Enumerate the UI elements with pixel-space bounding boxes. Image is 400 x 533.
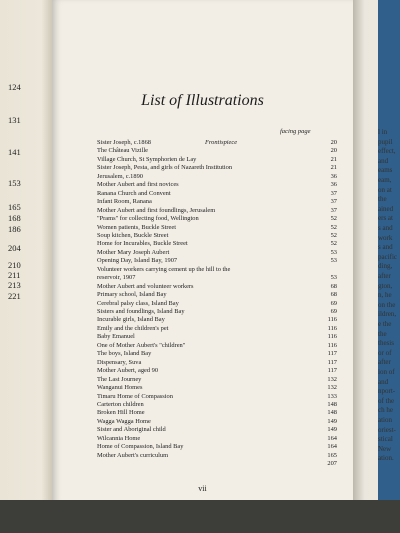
entry-page: 53 bbox=[330, 257, 337, 265]
illustration-entry bbox=[97, 224, 337, 232]
right-page-fragment: l in bbox=[378, 128, 388, 136]
entry-title: Emily and the children's pet bbox=[97, 324, 169, 332]
entry-title: reservoir, 1907 bbox=[97, 274, 136, 282]
entry-title: Sister and Aboriginal child bbox=[97, 426, 166, 434]
left-margin-number: 186 bbox=[8, 224, 21, 234]
right-page-fragment: of the bbox=[378, 396, 395, 405]
entry-title: Sister Joseph, c.1868 bbox=[97, 139, 151, 146]
entry-title: Infant Room, Ranana bbox=[97, 198, 152, 206]
entry-title: Wagga Wagga Home bbox=[97, 417, 151, 425]
entry-page: 116 bbox=[327, 341, 337, 349]
entry-title: Timaru Home of Compassion bbox=[97, 392, 173, 400]
left-margin-number: 211 bbox=[8, 270, 21, 280]
left-margin-number: 168 bbox=[8, 213, 21, 223]
entry-page: 149 bbox=[327, 426, 337, 434]
entry-title: Home for Incurables, Buckle Street bbox=[97, 240, 188, 248]
right-page-fragment: work bbox=[378, 233, 393, 242]
right-page-fragment: ation bbox=[378, 416, 392, 424]
entry-page: 133 bbox=[327, 392, 337, 400]
entry-title: The Château Vizille bbox=[97, 147, 148, 155]
illustration-entry bbox=[97, 325, 337, 333]
right-page-fragment: s and bbox=[378, 243, 393, 252]
illustration-entry bbox=[97, 452, 337, 460]
left-margin-number: 165 bbox=[8, 202, 21, 212]
left-margin-number: 213 bbox=[8, 280, 21, 290]
right-page-fragment: after bbox=[378, 272, 391, 280]
entry-title: Women patients, Buckle Street bbox=[97, 223, 176, 231]
entry-page: 69 bbox=[330, 308, 337, 315]
entry-page: 148 bbox=[327, 409, 337, 417]
entry-title: Ranana Church and Convent bbox=[97, 189, 171, 197]
entry-page: 116 bbox=[327, 333, 337, 341]
illustration-entry bbox=[97, 249, 337, 257]
illustration-entry bbox=[97, 333, 337, 341]
entry-title: Opening Day, Island Bay, 1907 bbox=[97, 257, 178, 265]
illustration-entry bbox=[97, 215, 337, 223]
illustration-entry bbox=[97, 376, 337, 384]
illustration-entry bbox=[97, 257, 337, 265]
left-margin-number: 131 bbox=[8, 115, 21, 125]
page-title: List of Illustrations bbox=[141, 92, 264, 109]
right-page-fragment: eam, bbox=[378, 176, 392, 184]
entry-page: 52 bbox=[330, 215, 337, 223]
right-page-fragment: eams bbox=[378, 166, 393, 175]
illustration-entry bbox=[97, 359, 337, 367]
entry-title: Mother Aubert and first foundlings, Jerusalem bbox=[97, 206, 216, 214]
illustration-entry bbox=[97, 240, 337, 248]
entry-title: Mother Mary Joseph Aubert bbox=[97, 248, 170, 256]
right-page-fragment: n, he bbox=[378, 291, 392, 300]
right-page-fragment: on at bbox=[378, 185, 392, 194]
illustration-entry bbox=[97, 190, 337, 198]
illustration-entry bbox=[97, 164, 337, 172]
illustration-entry bbox=[97, 418, 337, 426]
illustration-entry bbox=[97, 393, 337, 401]
illustration-entry bbox=[97, 443, 337, 451]
right-page-fragment: the bbox=[378, 195, 387, 204]
right-page-fragment: the bbox=[378, 329, 387, 338]
entry-title: The boys, Island Bay bbox=[97, 350, 152, 358]
right-page-fragment: thesis bbox=[378, 339, 394, 348]
entry-title: Soup kitchen, Buckle Street bbox=[97, 231, 169, 239]
entry-title: Primary school, Island Bay bbox=[97, 291, 167, 299]
entry-title: "Prams" for collecting food, Wellington bbox=[97, 215, 199, 223]
right-page-fragment: or of bbox=[378, 348, 392, 357]
entry-title: Sisters and foundlings, Island Bay bbox=[97, 308, 185, 315]
illustration-entry bbox=[97, 316, 337, 324]
table-surface bbox=[0, 500, 400, 533]
illustration-entry bbox=[97, 181, 337, 189]
entry-title: Baby Emanuel bbox=[97, 333, 135, 341]
left-page bbox=[0, 0, 52, 533]
right-page-fragment: ding, bbox=[378, 262, 393, 271]
entry-title: Wanganui Homes bbox=[97, 384, 143, 392]
illustration-entry bbox=[97, 435, 337, 443]
entry-page: 53 bbox=[330, 274, 337, 282]
illustration-entry bbox=[97, 384, 337, 392]
illustration-entry bbox=[97, 283, 337, 291]
right-page-fragment: ch he bbox=[378, 406, 393, 415]
entry-page: 53 bbox=[330, 248, 337, 256]
entry-page: 132 bbox=[327, 384, 337, 392]
page-folio: vii bbox=[198, 484, 207, 493]
entry-title: Carterton children bbox=[97, 400, 144, 408]
entry-title: Broken Hill Home bbox=[97, 409, 145, 417]
entry-title: Home of Compassion, Island Bay bbox=[97, 443, 184, 451]
illustration-entry bbox=[97, 147, 337, 155]
left-margin-number: 124 bbox=[8, 82, 21, 92]
entry-title: Wilcannia Home bbox=[97, 434, 141, 442]
frontispiece-note: Frontispiece bbox=[205, 139, 238, 146]
entry-page: 164 bbox=[327, 434, 337, 442]
entry-title: Mother Aubert and volunteer workers bbox=[97, 282, 194, 290]
entry-page: 149 bbox=[327, 417, 337, 425]
entry-page: 148 bbox=[327, 400, 337, 408]
entry-page: 165 bbox=[327, 451, 337, 459]
entry-title: Jerusalem, c.1890 bbox=[97, 172, 143, 180]
illustration-entry bbox=[97, 308, 337, 316]
right-page-fragment: New bbox=[378, 444, 392, 453]
left-margin-number: 141 bbox=[8, 147, 21, 157]
entry-title: Mother Aubert's curriculum bbox=[97, 451, 169, 459]
entry-title: Incurable girls, Island Bay bbox=[97, 316, 165, 324]
entry-page: 117 bbox=[327, 350, 337, 358]
entry-title: One of Mother Aubert's "children" bbox=[97, 341, 186, 349]
illustration-entry bbox=[97, 173, 337, 181]
entry-page: 52 bbox=[330, 223, 337, 231]
entry-page: 69 bbox=[330, 299, 337, 307]
right-page-fragment: ation. bbox=[378, 454, 394, 463]
entry-page: 52 bbox=[330, 231, 337, 239]
entry-page: 68 bbox=[330, 282, 337, 290]
illustration-entry bbox=[97, 207, 337, 215]
right-page-fragment: pupil bbox=[378, 137, 393, 146]
entry-page: 116 bbox=[327, 316, 337, 324]
entry-title: Sister Joseph, Pesta, and girls of Nazareth Institution bbox=[97, 164, 233, 172]
illustration-entry bbox=[97, 156, 337, 164]
illustration-entry bbox=[97, 274, 337, 282]
entry-page: 36 bbox=[330, 172, 337, 180]
entry-page: 20 bbox=[330, 147, 337, 155]
entry-title: Volunteer workers carrying cement up the hill to the bbox=[97, 265, 231, 273]
illustration-entry bbox=[97, 198, 337, 206]
right-page-fragment: and bbox=[378, 377, 389, 386]
illustration-entry bbox=[97, 342, 337, 350]
entry-page: 36 bbox=[330, 181, 337, 189]
right-page-fragment: on the bbox=[378, 300, 396, 309]
entry-title: Mother Aubert, aged 90 bbox=[97, 367, 159, 375]
right-page-fragment: stical bbox=[378, 435, 393, 444]
right-page-fragment: after bbox=[378, 358, 391, 367]
right-page-fragment: and bbox=[378, 156, 389, 165]
entry-page: 20 bbox=[330, 139, 337, 146]
entry-page: 37 bbox=[330, 198, 337, 206]
entry-page: 132 bbox=[327, 375, 337, 383]
illustration-entry bbox=[97, 426, 337, 434]
entry-page: 37 bbox=[330, 206, 337, 214]
right-page-fragment: ion of bbox=[378, 368, 395, 376]
illustration-entry bbox=[97, 409, 337, 417]
right-page-fragment: nport- bbox=[378, 387, 396, 396]
left-margin-number: 153 bbox=[8, 178, 21, 188]
entry-page: 21 bbox=[330, 155, 337, 163]
illustration-entry bbox=[97, 300, 337, 308]
left-margin-number: 221 bbox=[8, 291, 21, 301]
illustration-entry bbox=[97, 367, 337, 375]
right-page-fragment: ildren, bbox=[378, 310, 397, 319]
facing-page-label: facing page bbox=[280, 128, 311, 135]
right-page-fragment: ained bbox=[378, 204, 394, 213]
right-page-fragment: oriest- bbox=[378, 425, 396, 434]
entry-page: 207 bbox=[327, 460, 337, 468]
entry-title: Mother Aubert and first novices bbox=[97, 181, 179, 189]
entry-page: 37 bbox=[330, 189, 337, 197]
right-page-fragment: e the bbox=[378, 320, 392, 328]
entry-page: 52 bbox=[330, 240, 337, 248]
entry-title: Cerebral palsy class, Island Bay bbox=[97, 299, 179, 307]
illustration-entry bbox=[97, 139, 337, 147]
illustration-entry bbox=[97, 460, 337, 468]
illustration-entry bbox=[97, 350, 337, 358]
entry-page: 21 bbox=[330, 164, 337, 172]
right-page-fragment: ers at bbox=[378, 214, 393, 223]
illustration-entry bbox=[97, 232, 337, 240]
right-page-fragment: s and bbox=[378, 224, 393, 232]
illustration-entry bbox=[97, 291, 337, 299]
entry-page: 164 bbox=[327, 443, 337, 451]
left-margin-number: 210 bbox=[8, 260, 21, 270]
entry-title: Dispensary, Suva bbox=[97, 358, 142, 366]
entry-title: The Last Journey bbox=[97, 375, 142, 383]
right-page-fragment: gton, bbox=[378, 281, 393, 290]
entry-page: 68 bbox=[330, 291, 337, 299]
right-page-fragment: effect, bbox=[378, 147, 396, 156]
left-margin-number: 204 bbox=[8, 243, 21, 253]
right-page-fragment: pacific bbox=[378, 252, 398, 261]
illustration-entry bbox=[97, 401, 337, 409]
entry-page: 117 bbox=[327, 358, 337, 366]
entry-page: 117 bbox=[327, 367, 337, 375]
entry-title: Village Church, St Symphorien de Lay bbox=[97, 155, 197, 163]
entry-page: 116 bbox=[327, 324, 337, 332]
illustration-entry bbox=[97, 266, 337, 274]
